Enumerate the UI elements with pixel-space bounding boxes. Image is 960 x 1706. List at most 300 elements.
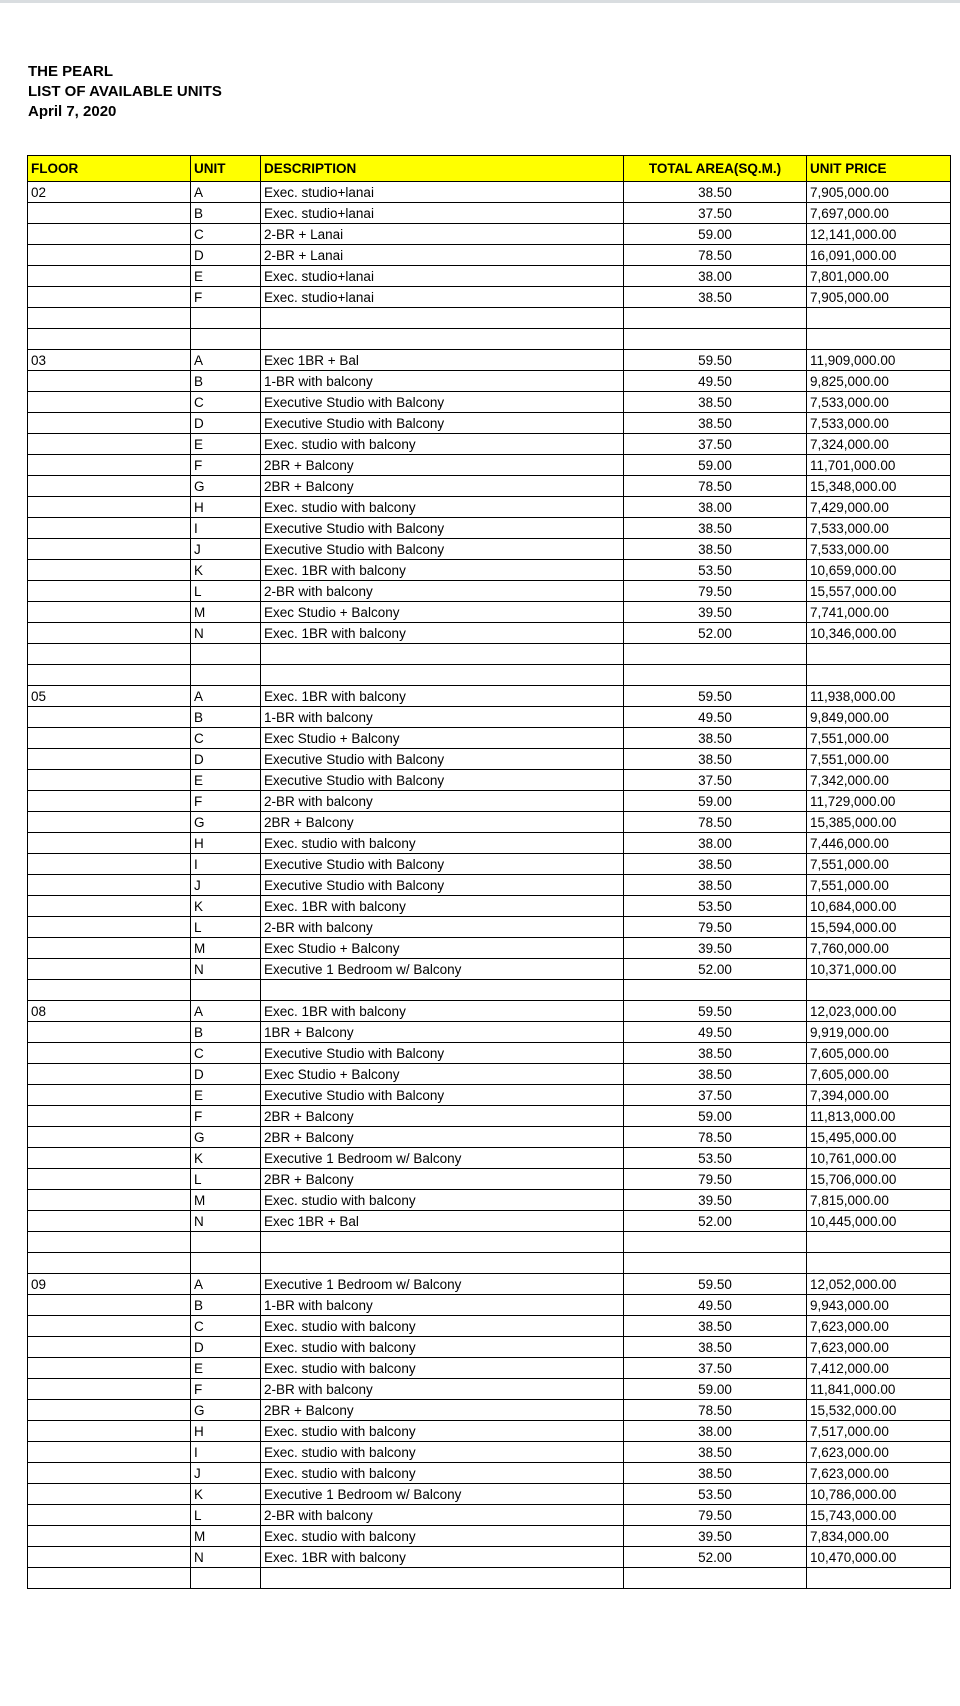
floor-cell bbox=[28, 1400, 191, 1421]
table-row bbox=[28, 1064, 951, 1085]
price-cell: 11,909,000.00 bbox=[807, 350, 951, 371]
table-row bbox=[28, 917, 951, 938]
price-cell: 15,385,000.00 bbox=[807, 812, 951, 833]
unit-cell: G bbox=[191, 476, 261, 497]
area-cell: 53.50 bbox=[624, 560, 807, 581]
table-row bbox=[28, 959, 951, 980]
area-cell: 59.50 bbox=[624, 1001, 807, 1022]
description-cell bbox=[261, 1568, 624, 1589]
area-cell: 59.00 bbox=[624, 455, 807, 476]
price-cell: 10,445,000.00 bbox=[807, 1211, 951, 1232]
document-date: April 7, 2020 bbox=[28, 103, 117, 120]
table-row bbox=[28, 1421, 951, 1442]
table-row bbox=[28, 413, 951, 434]
description-cell: Exec. 1BR with balcony bbox=[261, 686, 624, 707]
area-cell: 38.50 bbox=[624, 392, 807, 413]
price-cell: 7,517,000.00 bbox=[807, 1421, 951, 1442]
price-cell: 7,342,000.00 bbox=[807, 770, 951, 791]
price-cell: 15,594,000.00 bbox=[807, 917, 951, 938]
floor-cell bbox=[28, 1169, 191, 1190]
area-cell: 78.50 bbox=[624, 812, 807, 833]
table-row bbox=[28, 1400, 951, 1421]
unit-cell: N bbox=[191, 1211, 261, 1232]
area-cell: 49.50 bbox=[624, 1295, 807, 1316]
table-row bbox=[28, 1379, 951, 1400]
unit-cell: A bbox=[191, 350, 261, 371]
unit-cell bbox=[191, 1568, 261, 1589]
price-cell: 7,801,000.00 bbox=[807, 266, 951, 287]
table-row bbox=[28, 1547, 951, 1568]
table-row bbox=[28, 455, 951, 476]
unit-cell: I bbox=[191, 518, 261, 539]
table-row bbox=[28, 833, 951, 854]
floor-cell bbox=[28, 1190, 191, 1211]
table-row bbox=[28, 854, 951, 875]
blank-separator-row bbox=[28, 1253, 951, 1274]
blank-separator-row bbox=[28, 329, 951, 350]
units-table-body bbox=[28, 182, 951, 1589]
description-cell: 1-BR with balcony bbox=[261, 1295, 624, 1316]
unit-cell: D bbox=[191, 1064, 261, 1085]
table-row bbox=[28, 245, 951, 266]
floor-cell bbox=[28, 1148, 191, 1169]
table-row bbox=[28, 707, 951, 728]
price-cell bbox=[807, 1232, 951, 1253]
floor-cell bbox=[28, 266, 191, 287]
area-cell: 59.00 bbox=[624, 791, 807, 812]
area-cell: 38.50 bbox=[624, 854, 807, 875]
table-row bbox=[28, 812, 951, 833]
price-cell: 7,697,000.00 bbox=[807, 203, 951, 224]
area-cell: 79.50 bbox=[624, 1505, 807, 1526]
price-cell bbox=[807, 665, 951, 686]
price-cell: 7,905,000.00 bbox=[807, 287, 951, 308]
unit-cell: C bbox=[191, 1316, 261, 1337]
area-cell: 37.50 bbox=[624, 1085, 807, 1106]
floor-cell bbox=[28, 602, 191, 623]
price-cell: 10,659,000.00 bbox=[807, 560, 951, 581]
description-cell: Executive Studio with Balcony bbox=[261, 749, 624, 770]
table-row bbox=[28, 497, 951, 518]
document-subtitle: LIST OF AVAILABLE UNITS bbox=[28, 83, 222, 100]
unit-cell: B bbox=[191, 1022, 261, 1043]
floor-cell bbox=[28, 938, 191, 959]
table-row bbox=[28, 392, 951, 413]
description-cell: Executive Studio with Balcony bbox=[261, 392, 624, 413]
floor-cell bbox=[28, 1211, 191, 1232]
price-cell: 7,551,000.00 bbox=[807, 875, 951, 896]
price-cell: 10,786,000.00 bbox=[807, 1484, 951, 1505]
table-row bbox=[28, 1274, 951, 1295]
area-cell: 38.50 bbox=[624, 539, 807, 560]
description-cell: Exec. 1BR with balcony bbox=[261, 560, 624, 581]
floor-cell bbox=[28, 497, 191, 518]
unit-cell: B bbox=[191, 203, 261, 224]
blank-separator-row bbox=[28, 665, 951, 686]
unit-cell: I bbox=[191, 1442, 261, 1463]
area-cell bbox=[624, 1253, 807, 1274]
table-row bbox=[28, 350, 951, 371]
description-cell bbox=[261, 1253, 624, 1274]
floor-cell bbox=[28, 1505, 191, 1526]
price-cell: 7,412,000.00 bbox=[807, 1358, 951, 1379]
area-cell: 38.50 bbox=[624, 1043, 807, 1064]
floor-cell bbox=[28, 644, 191, 665]
table-row bbox=[28, 1106, 951, 1127]
floor-cell: 09 bbox=[28, 1274, 191, 1295]
blank-separator-row bbox=[28, 644, 951, 665]
table-row bbox=[28, 1463, 951, 1484]
table-row bbox=[28, 1085, 951, 1106]
description-cell: Executive Studio with Balcony bbox=[261, 413, 624, 434]
price-cell: 10,761,000.00 bbox=[807, 1148, 951, 1169]
area-cell: 52.00 bbox=[624, 1211, 807, 1232]
floor-cell bbox=[28, 1085, 191, 1106]
price-cell bbox=[807, 644, 951, 665]
unit-cell: N bbox=[191, 623, 261, 644]
description-cell: Exec Studio + Balcony bbox=[261, 728, 624, 749]
description-cell: Exec Studio + Balcony bbox=[261, 938, 624, 959]
floor-cell bbox=[28, 245, 191, 266]
unit-cell: A bbox=[191, 182, 261, 203]
unit-cell: H bbox=[191, 497, 261, 518]
price-cell: 12,052,000.00 bbox=[807, 1274, 951, 1295]
column-header-floor: FLOOR bbox=[28, 156, 191, 182]
description-cell: Exec. 1BR with balcony bbox=[261, 1001, 624, 1022]
area-cell: 59.50 bbox=[624, 686, 807, 707]
unit-cell: A bbox=[191, 1001, 261, 1022]
area-cell: 38.50 bbox=[624, 1442, 807, 1463]
area-cell: 49.50 bbox=[624, 707, 807, 728]
description-cell: 2-BR with balcony bbox=[261, 581, 624, 602]
area-cell: 53.50 bbox=[624, 1148, 807, 1169]
area-cell: 49.50 bbox=[624, 371, 807, 392]
unit-cell: G bbox=[191, 1400, 261, 1421]
floor-cell bbox=[28, 1253, 191, 1274]
floor-cell bbox=[28, 476, 191, 497]
table-row bbox=[28, 560, 951, 581]
price-cell: 10,371,000.00 bbox=[807, 959, 951, 980]
floor-cell bbox=[28, 980, 191, 1001]
floor-cell bbox=[28, 413, 191, 434]
description-cell: Executive Studio with Balcony bbox=[261, 770, 624, 791]
unit-cell: F bbox=[191, 1106, 261, 1127]
price-cell: 11,813,000.00 bbox=[807, 1106, 951, 1127]
unit-cell: D bbox=[191, 245, 261, 266]
floor-cell bbox=[28, 728, 191, 749]
table-row bbox=[28, 266, 951, 287]
price-cell: 7,551,000.00 bbox=[807, 854, 951, 875]
description-cell: Exec. studio+lanai bbox=[261, 182, 624, 203]
price-cell: 7,605,000.00 bbox=[807, 1043, 951, 1064]
unit-cell: H bbox=[191, 833, 261, 854]
description-cell: Exec. studio with balcony bbox=[261, 1442, 624, 1463]
table-row bbox=[28, 1295, 951, 1316]
description-cell: 2-BR + Lanai bbox=[261, 224, 624, 245]
price-cell: 7,533,000.00 bbox=[807, 392, 951, 413]
price-cell: 15,532,000.00 bbox=[807, 1400, 951, 1421]
unit-cell bbox=[191, 308, 261, 329]
table-row bbox=[28, 518, 951, 539]
price-cell: 12,141,000.00 bbox=[807, 224, 951, 245]
price-cell bbox=[807, 1568, 951, 1589]
area-cell bbox=[624, 980, 807, 1001]
table-row bbox=[28, 581, 951, 602]
area-cell bbox=[624, 329, 807, 350]
description-cell: 2BR + Balcony bbox=[261, 1169, 624, 1190]
unit-cell: F bbox=[191, 1379, 261, 1400]
floor-cell bbox=[28, 1526, 191, 1547]
area-cell: 38.50 bbox=[624, 182, 807, 203]
table-row bbox=[28, 938, 951, 959]
unit-cell: K bbox=[191, 1148, 261, 1169]
floor-cell: 05 bbox=[28, 686, 191, 707]
table-row bbox=[28, 1190, 951, 1211]
price-cell: 9,849,000.00 bbox=[807, 707, 951, 728]
floor-cell bbox=[28, 665, 191, 686]
description-cell bbox=[261, 1232, 624, 1253]
description-cell: Exec. studio with balcony bbox=[261, 1421, 624, 1442]
area-cell: 38.50 bbox=[624, 287, 807, 308]
price-cell: 11,938,000.00 bbox=[807, 686, 951, 707]
column-header-unit: UNIT bbox=[191, 156, 261, 182]
blank-separator-row bbox=[28, 1568, 951, 1589]
price-cell bbox=[807, 980, 951, 1001]
floor-cell: 08 bbox=[28, 1001, 191, 1022]
floor-cell bbox=[28, 1568, 191, 1589]
area-cell: 79.50 bbox=[624, 917, 807, 938]
description-cell: 2BR + Balcony bbox=[261, 455, 624, 476]
price-cell bbox=[807, 329, 951, 350]
description-cell: Exec. studio with balcony bbox=[261, 1190, 624, 1211]
area-cell: 79.50 bbox=[624, 1169, 807, 1190]
floor-cell bbox=[28, 1442, 191, 1463]
description-cell: Executive Studio with Balcony bbox=[261, 1043, 624, 1064]
price-cell: 7,394,000.00 bbox=[807, 1085, 951, 1106]
price-cell: 7,623,000.00 bbox=[807, 1463, 951, 1484]
area-cell: 39.50 bbox=[624, 602, 807, 623]
area-cell: 39.50 bbox=[624, 938, 807, 959]
unit-cell: J bbox=[191, 1463, 261, 1484]
description-cell: Exec. studio with balcony bbox=[261, 1337, 624, 1358]
floor-cell bbox=[28, 854, 191, 875]
description-cell: 2-BR with balcony bbox=[261, 917, 624, 938]
unit-cell: B bbox=[191, 371, 261, 392]
unit-cell: L bbox=[191, 1169, 261, 1190]
table-row bbox=[28, 623, 951, 644]
area-cell: 52.00 bbox=[624, 623, 807, 644]
floor-cell bbox=[28, 1295, 191, 1316]
unit-cell: E bbox=[191, 1358, 261, 1379]
document-header bbox=[28, 62, 222, 122]
unit-cell: G bbox=[191, 812, 261, 833]
floor-cell bbox=[28, 203, 191, 224]
floor-cell bbox=[28, 1127, 191, 1148]
unit-cell: C bbox=[191, 1043, 261, 1064]
unit-cell bbox=[191, 1232, 261, 1253]
description-cell: 2BR + Balcony bbox=[261, 1127, 624, 1148]
floor-cell bbox=[28, 518, 191, 539]
description-cell: Executive Studio with Balcony bbox=[261, 854, 624, 875]
table-row bbox=[28, 287, 951, 308]
description-cell: 1-BR with balcony bbox=[261, 371, 624, 392]
area-cell: 59.50 bbox=[624, 350, 807, 371]
floor-cell bbox=[28, 959, 191, 980]
unit-cell: L bbox=[191, 581, 261, 602]
area-cell: 59.00 bbox=[624, 1379, 807, 1400]
floor-cell bbox=[28, 1337, 191, 1358]
area-cell: 38.00 bbox=[624, 1421, 807, 1442]
area-cell: 37.50 bbox=[624, 434, 807, 455]
unit-cell: B bbox=[191, 1295, 261, 1316]
area-cell: 52.00 bbox=[624, 1547, 807, 1568]
floor-cell bbox=[28, 1316, 191, 1337]
price-cell: 7,446,000.00 bbox=[807, 833, 951, 854]
description-cell bbox=[261, 665, 624, 686]
unit-cell: E bbox=[191, 1085, 261, 1106]
area-cell: 53.50 bbox=[624, 1484, 807, 1505]
area-cell: 53.50 bbox=[624, 896, 807, 917]
floor-cell bbox=[28, 1064, 191, 1085]
unit-cell: G bbox=[191, 1127, 261, 1148]
area-cell: 38.50 bbox=[624, 749, 807, 770]
description-cell: Exec 1BR + Bal bbox=[261, 350, 624, 371]
unit-cell: K bbox=[191, 560, 261, 581]
floor-cell bbox=[28, 812, 191, 833]
description-cell: Exec. 1BR with balcony bbox=[261, 896, 624, 917]
area-cell: 38.00 bbox=[624, 497, 807, 518]
unit-cell: E bbox=[191, 434, 261, 455]
price-cell: 9,943,000.00 bbox=[807, 1295, 951, 1316]
floor-cell bbox=[28, 1022, 191, 1043]
floor-cell bbox=[28, 371, 191, 392]
description-cell: 2BR + Balcony bbox=[261, 476, 624, 497]
price-cell: 10,470,000.00 bbox=[807, 1547, 951, 1568]
area-cell: 52.00 bbox=[624, 959, 807, 980]
floor-cell bbox=[28, 875, 191, 896]
floor-cell bbox=[28, 560, 191, 581]
column-header-total-area: TOTAL AREA(SQ.M.) bbox=[624, 156, 807, 182]
floor-cell bbox=[28, 455, 191, 476]
price-cell: 11,841,000.00 bbox=[807, 1379, 951, 1400]
table-row bbox=[28, 1442, 951, 1463]
floor-cell bbox=[28, 308, 191, 329]
area-cell: 78.50 bbox=[624, 245, 807, 266]
description-cell bbox=[261, 329, 624, 350]
description-cell: Executive Studio with Balcony bbox=[261, 875, 624, 896]
unit-cell bbox=[191, 329, 261, 350]
floor-cell bbox=[28, 1547, 191, 1568]
price-cell: 9,919,000.00 bbox=[807, 1022, 951, 1043]
floor-cell bbox=[28, 1421, 191, 1442]
price-cell: 7,429,000.00 bbox=[807, 497, 951, 518]
floor-cell bbox=[28, 749, 191, 770]
price-cell: 7,623,000.00 bbox=[807, 1337, 951, 1358]
unit-cell: F bbox=[191, 287, 261, 308]
description-cell: Exec. studio with balcony bbox=[261, 833, 624, 854]
unit-cell: L bbox=[191, 1505, 261, 1526]
area-cell bbox=[624, 1232, 807, 1253]
description-cell: 2BR + Balcony bbox=[261, 812, 624, 833]
area-cell: 37.50 bbox=[624, 203, 807, 224]
unit-cell: K bbox=[191, 1484, 261, 1505]
area-cell bbox=[624, 308, 807, 329]
price-cell: 15,743,000.00 bbox=[807, 1505, 951, 1526]
available-units-table bbox=[27, 155, 951, 1589]
price-cell: 15,348,000.00 bbox=[807, 476, 951, 497]
unit-cell bbox=[191, 644, 261, 665]
description-cell bbox=[261, 308, 624, 329]
table-row bbox=[28, 1148, 951, 1169]
unit-cell: D bbox=[191, 1337, 261, 1358]
table-row bbox=[28, 1358, 951, 1379]
table-row bbox=[28, 203, 951, 224]
table-row bbox=[28, 1337, 951, 1358]
unit-cell: M bbox=[191, 1190, 261, 1211]
unit-cell: E bbox=[191, 266, 261, 287]
table-row bbox=[28, 1001, 951, 1022]
area-cell: 38.00 bbox=[624, 266, 807, 287]
floor-cell bbox=[28, 539, 191, 560]
description-cell: 2-BR with balcony bbox=[261, 791, 624, 812]
table-row bbox=[28, 1505, 951, 1526]
unit-cell: C bbox=[191, 392, 261, 413]
table-row bbox=[28, 602, 951, 623]
area-cell: 38.50 bbox=[624, 1064, 807, 1085]
document-title: THE PEARL bbox=[28, 63, 114, 80]
floor-cell: 03 bbox=[28, 350, 191, 371]
description-cell: Exec. studio+lanai bbox=[261, 266, 624, 287]
table-row bbox=[28, 539, 951, 560]
description-cell: Exec. studio with balcony bbox=[261, 497, 624, 518]
area-cell: 38.00 bbox=[624, 833, 807, 854]
floor-cell bbox=[28, 1043, 191, 1064]
floor-cell bbox=[28, 791, 191, 812]
price-cell: 12,023,000.00 bbox=[807, 1001, 951, 1022]
description-cell: Executive 1 Bedroom w/ Balcony bbox=[261, 1148, 624, 1169]
area-cell: 37.50 bbox=[624, 1358, 807, 1379]
blank-separator-row bbox=[28, 1232, 951, 1253]
area-cell: 39.50 bbox=[624, 1190, 807, 1211]
floor-cell bbox=[28, 1484, 191, 1505]
description-cell: Exec. studio with balcony bbox=[261, 434, 624, 455]
blank-separator-row bbox=[28, 980, 951, 1001]
description-cell bbox=[261, 644, 624, 665]
price-cell bbox=[807, 308, 951, 329]
area-cell bbox=[624, 665, 807, 686]
description-cell: Exec. studio with balcony bbox=[261, 1316, 624, 1337]
price-cell: 7,760,000.00 bbox=[807, 938, 951, 959]
table-row bbox=[28, 434, 951, 455]
unit-cell: A bbox=[191, 686, 261, 707]
table-header-row bbox=[28, 156, 951, 182]
description-cell: Exec Studio + Balcony bbox=[261, 602, 624, 623]
table-row bbox=[28, 728, 951, 749]
description-cell: 2BR + Balcony bbox=[261, 1106, 624, 1127]
table-row bbox=[28, 1043, 951, 1064]
description-cell: Exec Studio + Balcony bbox=[261, 1064, 624, 1085]
unit-cell: F bbox=[191, 455, 261, 476]
area-cell: 59.50 bbox=[624, 1274, 807, 1295]
unit-cell: B bbox=[191, 707, 261, 728]
description-cell: 2-BR with balcony bbox=[261, 1379, 624, 1400]
area-cell bbox=[624, 644, 807, 665]
area-cell bbox=[624, 1568, 807, 1589]
description-cell: Executive 1 Bedroom w/ Balcony bbox=[261, 1274, 624, 1295]
floor-cell bbox=[28, 770, 191, 791]
description-cell: Exec. studio with balcony bbox=[261, 1463, 624, 1484]
description-cell: Executive 1 Bedroom w/ Balcony bbox=[261, 959, 624, 980]
